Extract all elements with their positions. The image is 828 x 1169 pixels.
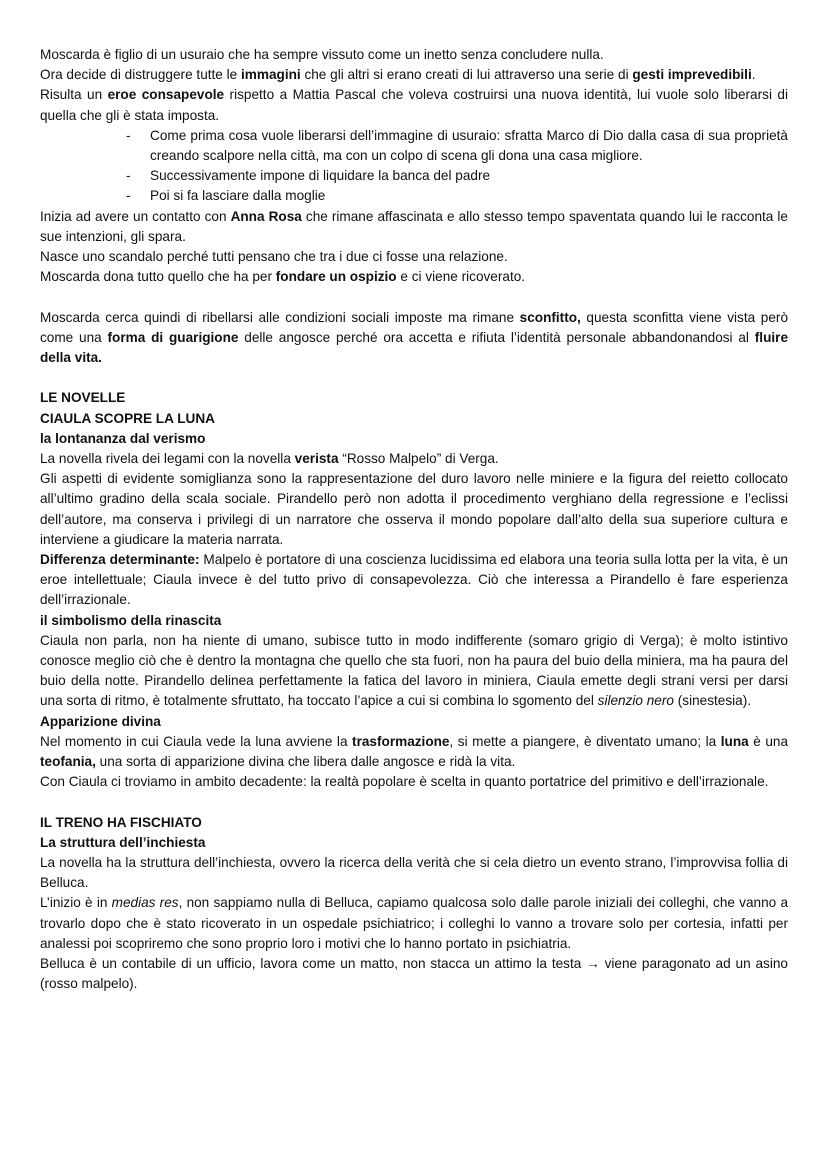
paragraph: Inizia ad avere un contatto con Anna Rosa che rimane affascinata e allo stesso tempo spaventata quando lui le racconta le sue intenzioni, gli spara. (40, 208, 788, 244)
paragraph: La novella rivela dei legami con la novella verista “Rosso Malpelo” di Verga. (40, 451, 499, 467)
subheading: La struttura dell’inchiesta (40, 834, 206, 850)
novella-title: CIAULA SCOPRE LA LUNA (40, 410, 215, 426)
section-heading: LE NOVELLE (40, 390, 126, 406)
paragraph: Risulta un eroe consapevole rispetto a Mattia Pascal che voleva costruirsi una nuova identità, lui vuole solo liberarsi di quella che gli è stata imposta. (40, 87, 788, 123)
paragraph: Moscarda cerca quindi di ribellarsi alle condizioni sociali imposte ma rimane sconfitto, questa sconfitta viene vista però come una forma di guarigione delle angosce perché ora accetta e rifiuta l’identità personale abbandonandosi al fluire della vita. (40, 309, 789, 366)
paragraph: Gli aspetti di evidente somiglianza sono la rappresentazione del duro lavoro nelle miniere e la figura del reietto collocato all’ultimo gradino della scala sociale. Pirandello però non adotta il procedimento verghiano della regressione e l’eclissi dell’autore, ma conserva i privilegi di un narratore che osserva il mondo popolare dall’alto della sua superiore cultura e interviene a giudicare la materia narrata. (40, 471, 788, 547)
paragraph: Ciaula non parla, non ha niente di umano, subisce tutto in modo indifferente (somaro grigio di Verga); è molto istintivo conosce meglio ciò che è dentro la montagna che quello che sta fuori, non ha paura del buio della miniera, ma ha paura del buio della notte. Pirandello delinea perfettamente la fatica del lavoro in miniera, Ciaula emette degli strani versi per darsi una sorta di ritmo, è totalmente sfruttato, ha toccato l’apice a cui si combina lo sgomento del silenzio nero (sinestesia). (40, 632, 788, 709)
bullet-list (40, 126, 788, 207)
paragraph: Differenza determinante: Malpelo è portatore di una coscienza lucidissima ed elabora una teoria sulla lotta per la vita, è un eroe intellettuale; Ciaula invece è del tutto privo di consapevolezza. Ciò che interessa a Pirandello è fare esperienza dell’irrazionale. (40, 552, 788, 608)
paragraph: Moscarda dona tutto quello che ha per fondare un ospizio e ci viene ricoverato. (40, 269, 526, 285)
paragraph: Belluca è un contabile di un ufficio, lavora come un matto, non stacca un attimo la testa → viene paragonato ad un asino (rosso malpelo). (40, 956, 788, 992)
paragraph: Ora decide di distruggere tutte le immagini che gli altri si erano creati di lui attraverso una serie di gesti imprevedibili. (40, 67, 756, 83)
paragraph: Moscarda è figlio di un usuraio che ha sempre vissuto come un inetto senza concludere nulla. (40, 47, 604, 62)
list-item: - Poi si fa lasciare dalla moglie (150, 186, 788, 206)
paragraph: Con Ciaula ci troviamo in ambito decadente: la realtà popolare è scelta in quanto portatrice del primitivo e dell’irrazionale. (40, 774, 769, 790)
paragraph: Nel momento in cui Ciaula vede la luna avviene la trasformazione, si mette a piangere, è diventato umano; la luna è una teofania, una sorta di apparizione divina che libera dalle angosce e ridà la vita. (40, 733, 789, 770)
paragraph: La novella ha la struttura dell’inchiesta, ovvero la ricerca della verità che si cela dietro un evento strano, l’improvvisa follia di Belluca. (40, 855, 788, 891)
paragraph: Nasce uno scandalo perché tutti pensano che tra i due ci fosse una relazione. (40, 249, 508, 265)
subheading: la lontananza dal verismo (40, 430, 206, 446)
novella-title: IL TRENO HA FISCHIATO (40, 814, 202, 830)
list-item: - Come prima cosa vuole liberarsi dell’immagine di usuraio: sfratta Marco di Dio dalla casa di sua proprietà creando scalpore nella città, ma con un colpo di scena gli dona una casa migliore. (150, 126, 788, 166)
subheading: il simbolismo della rinascita (40, 612, 222, 628)
list-item: - Successivamente impone di liquidare la banca del padre (150, 166, 788, 186)
subheading: Apparizione divina (40, 713, 161, 729)
paragraph: L’inizio è in medias res, non sappiamo nulla di Belluca, capiamo qualcosa solo dalle parole iniziali dei colleghi, che vanno a trovarlo dopo che è stato ricoverato in un ospedale psichiatrico; i colleghi lo vanno a trovare solo per cortesia, infatti per analessi poi scopriremo che sono proprio loro i motivi che lo hanno portato in psichiatria. (40, 895, 789, 951)
